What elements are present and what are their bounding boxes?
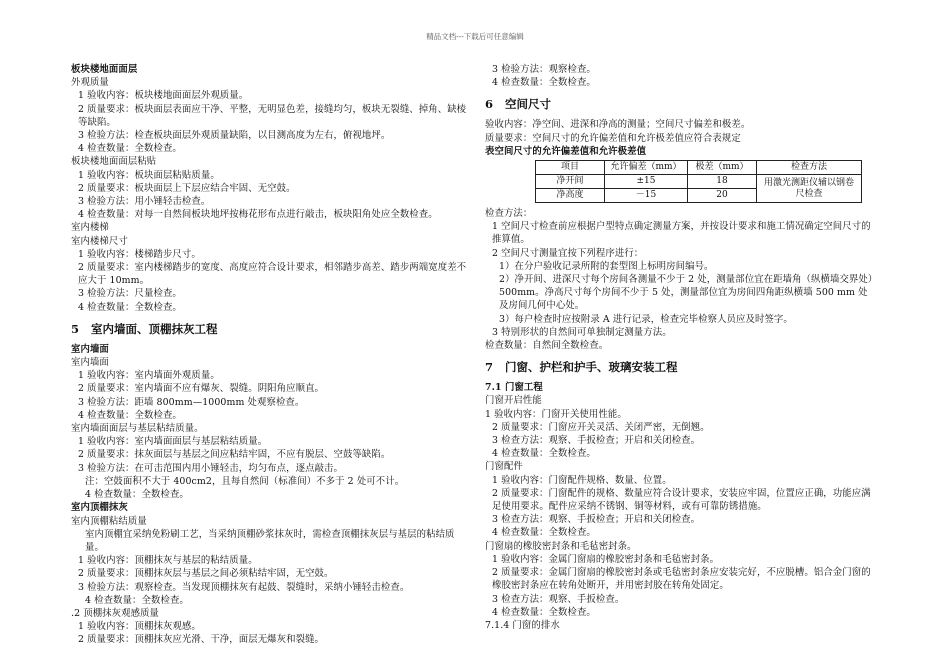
subheading: 室内顶棚抹灰 [71, 502, 128, 514]
text-line: 3 检验方法：观察检查。当发现顶棚抹灰有起鼓、裂缝时，采纳小锤轻击检查。 [78, 581, 410, 593]
text-line: 室内顶棚宜采纳免粉刷工艺，当采纳顶棚砂浆抹灰时，需检查顶棚抹灰层与基层的粘结质量。 [85, 528, 455, 553]
table-header-cell: 极差（mm） [688, 161, 757, 175]
text-line: 注：空鼓面积不大于 400cm2，且每自然间（标准间）不多于 2 处可不计。 [85, 475, 405, 487]
text-line: 2 质量要求：室内墙面不应有爆灰、裂缝。阴阳角应顺直。 [78, 383, 325, 395]
text-line: 验收内容：净空间、进深和净高的测量；空间尺寸偏差和极差。 [485, 119, 751, 131]
text-line: 7.1.4 门窗的排水 [485, 619, 560, 631]
text-line: 门窗开启性能 [485, 395, 542, 407]
table-header-cell: 检查方法 [757, 161, 862, 175]
text-line: 2 质量要求：门窗应开关灵活、关闭严密，无倒翘。 [492, 421, 710, 433]
table-cell: 净开间 [536, 175, 605, 189]
section-number: 6 [485, 97, 494, 112]
text-line: 2 质量要求：板块面层表面应干净、平整，无明显色差，接缝均匀，板块无裂缝、掉角、缺棱等缺陷。 [78, 103, 467, 128]
text-line: 1 验收内容：门窗配件规格、数量、位置。 [492, 474, 672, 486]
text-line: 1 验收内容：顶棚抹灰观感。 [78, 621, 201, 633]
text-line: 2 质量要求：室内楼梯踏步的宽度、高度应符合设计要求，相邻踏步高差、踏步两端宽度差不应大于 10mm。 [78, 262, 467, 287]
table-header-cell: 项目 [536, 161, 605, 175]
text-line: .2 顶棚抹灰观感质量 [71, 607, 160, 619]
text-line: 3 检验方法：用小锤轻击检查。 [78, 196, 211, 208]
text-line: 4 检查数量：全数检查。 [78, 301, 182, 313]
text-line: 室内顶棚粘结质量 [71, 515, 147, 527]
space-size-table [535, 160, 862, 203]
text-line: 3 检验方法：在可击范围内用小锤轻击，均匀布点，逐点敲击。 [78, 462, 343, 474]
text-line: 4 检查数量：全数检查。 [78, 143, 182, 155]
text-line: 1 验收内容：板块面层粘贴质量。 [78, 169, 220, 181]
table-cell: 18 [688, 175, 757, 189]
text-line: 1 验收内容：门窗开关使用性能。 [485, 408, 627, 420]
section-heading [485, 359, 877, 375]
text-line: 3）每户检查时应按附录 A 进行记录，检查完毕检察人员应及时签字。 [499, 313, 793, 325]
section-heading [71, 321, 467, 337]
table-header-cell: 允许偏差（mm） [605, 161, 688, 175]
left-column [71, 63, 467, 647]
text-line: 4 检查数量：全数检查。 [85, 594, 189, 606]
text-line: 4 检查数量：全数检查。 [78, 409, 182, 421]
text-line: 1 验收内容：顶棚抹灰与基层的粘结质量。 [78, 555, 258, 567]
text-line: 3 检查方法：观察、手扳检查；开启和关闭检查。 [492, 514, 701, 526]
text-line: 2 质量要求：抹灰面层与基层之间应粘结牢固，不应有脱层、空鼓等缺陷。 [78, 449, 391, 461]
text-line: 3 检验方法：尺量检查。 [78, 288, 182, 300]
text-line: 门窗扇的橡胶密封条和毛毡密封条。 [485, 540, 637, 552]
text-line: 2 质量要求：板块面层上下层应结合牢固、无空鼓。 [78, 182, 296, 194]
table-method-cell: 用激光测距仪辅以钢卷尺检查 [757, 175, 862, 203]
text-line: 3 检验方法：检查板块面层外观质量缺陷，以目测高度为左右，俯视地坪。 [78, 130, 391, 142]
section-number: 7 [485, 360, 494, 375]
text-line: 3 检验方法：观察检查。 [492, 64, 596, 75]
text-line: 门窗配件 [485, 461, 523, 473]
text-line: 1 验收内容：室内墙面外观质量。 [78, 370, 220, 382]
table-cell: 20 [688, 189, 757, 203]
text-line: 质量要求：空间尺寸的允许偏差值和允许极差值应符合表规定 [485, 132, 741, 144]
text-line: 3 特别形状的自然间可单独制定测量方法。 [492, 326, 672, 338]
text-line: 2 质量要求：门窗配件的规格、数量应符合设计要求，安装应牢固，位置应正确，功能应满足使用要求。配件应采纳不锈钢、铜等材料，或有可靠防锈措施。 [492, 487, 871, 513]
text-line: 2）净开间、进深尺寸每个房间各测量不少于 2 处，测量部位宜在距墙角（纵横墙交界处）500mm。净高尺寸每个房间不少于 5 处，测量部位宜为房间四角距纵横墙 500 mm 处及房间几何中心处。 [499, 274, 873, 312]
text-line: 室内墙面面层与基层粘结质量。 [71, 423, 204, 435]
text-line: 1 验收内容：楼梯踏步尺寸。 [78, 248, 201, 260]
text-line: 3 检查方法：观察、手扳检查。 [492, 593, 625, 605]
text-line: 3 检验方法：距墙 800mm—1000mm 处观察检查。 [78, 396, 305, 408]
text-line: 4 检查数量：全数检查。 [492, 448, 596, 460]
right-top-section [485, 63, 877, 158]
text-line: 板块楼地面面层粘贴 [71, 156, 157, 168]
subheading: 7.1 门窗工程 [485, 382, 543, 394]
section-title: 门窗、护栏和护手、玻璃安装工程 [505, 360, 678, 375]
table-header-row [536, 161, 862, 175]
right-column [485, 63, 877, 632]
subheading: 板块楼地面面层 [71, 64, 138, 75]
table-cell: ±15 [605, 175, 688, 189]
text-line: 室内楼梯 [71, 222, 109, 234]
text-line: 3 检查方法：观察、手扳检查；开启和关闭检查。 [492, 435, 701, 447]
text-line: 1 验收内容：室内墙面面层与基层粘结质量。 [78, 436, 268, 448]
text-line: 室内墙面 [71, 357, 109, 369]
right-bottom-section [485, 207, 877, 632]
text-line: 4 检查数量：全数检查。 [85, 489, 189, 501]
section-title: 空间尺寸 [505, 97, 551, 112]
page-header: 精品文档---下载后可任意编辑 [426, 32, 524, 41]
text-line: 外观质量 [71, 77, 109, 89]
text-line: 4 检查数量：对每一自然间板块地坪按梅花形布点进行敲击，板块阳角处应全数检查。 [78, 209, 438, 221]
section-number: 5 [71, 321, 80, 336]
text-line: 1 验收内容：板块楼地面面层外观质量。 [78, 90, 249, 102]
text-line: 2 质量要求：顶棚抹灰层与基层之间必须粘结牢固，无空鼓。 [78, 568, 334, 580]
text-line: 室内楼梯尺寸 [71, 235, 128, 247]
table-row [536, 175, 862, 189]
table-cell: 净高度 [536, 189, 605, 203]
section-heading [485, 96, 877, 112]
text-line: 4 检查数量：全数检查。 [492, 77, 596, 89]
text-line: 1）在分户验收记录所附的套型图上标明房间编号。 [499, 260, 714, 272]
text-line: 2 质量要求：金属门窗扇的橡胶密封条或毛毡密封条应安装完好，不应脱槽。铝合金门窗的橡胶密封条应在转角处断开，并用密封胶在转角处固定。 [492, 567, 871, 592]
text-line: 4 检查数量：全数检查。 [492, 606, 596, 618]
text-line: 检查数量：自然间全数检查。 [485, 340, 609, 352]
section-title: 室内墙面、顶棚抹灰工程 [91, 321, 218, 336]
text-line: 1 验收内容：金属门窗扇的橡胶密封条和毛毡密封条。 [492, 553, 720, 565]
subheading: 表空间尺寸的允许偏差值和允许极差值 [485, 145, 647, 157]
text-line: 2 空间尺寸测量宜按下列程序进行： [492, 247, 644, 259]
text-line: 2 质量要求：顶棚抹灰应光滑、干净，面层无爆灰和裂缝。 [78, 634, 325, 646]
text-line: 1 空间尺寸检查前应根据户型特点确定测量方案，并按设计要求和施工情况确定空间尺寸的推算值。 [492, 221, 871, 246]
subheading: 室内墙面 [71, 343, 109, 355]
text-line: 4 检查数量：全数检查。 [492, 527, 596, 539]
table-cell: －15 [605, 189, 688, 203]
text-line: 检查方法： [485, 208, 533, 220]
